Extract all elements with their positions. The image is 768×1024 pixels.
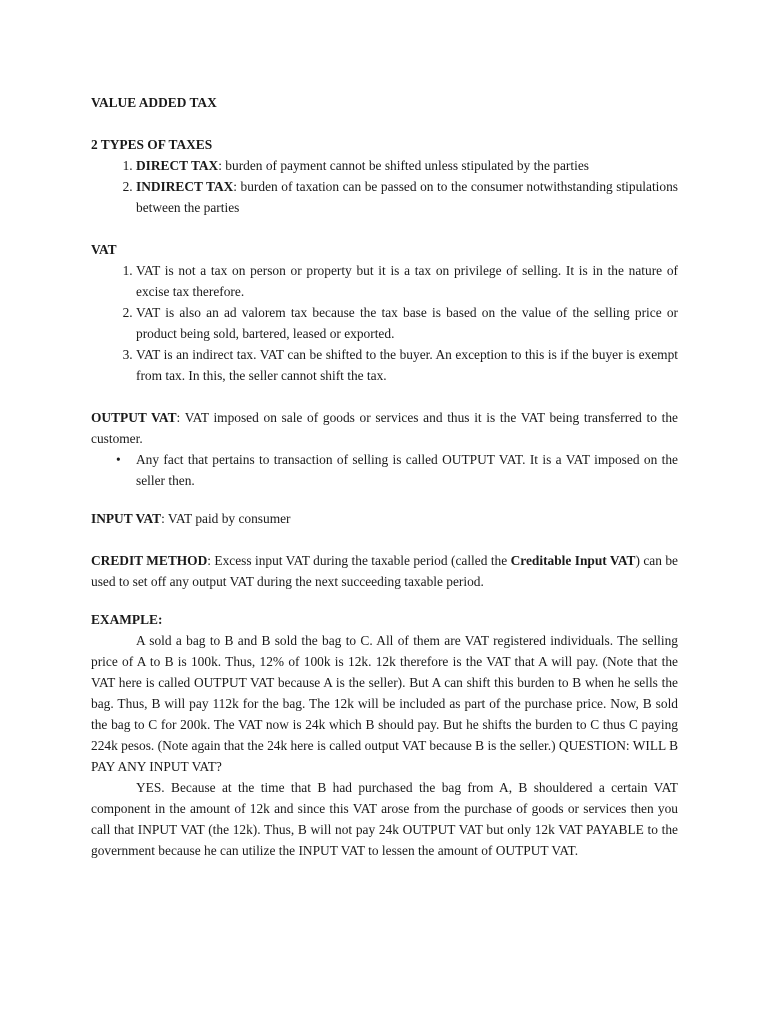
- output-vat-paragraph: [91, 407, 678, 449]
- list-item: 2. VAT is also an ad valorem tax because the tax base is based on the value of the selling price or product being sold, bartered, leased or exported.: [136, 302, 678, 344]
- term: INDIRECT TAX: [136, 179, 234, 194]
- definition-end: ) can be used to set off any output VAT during the next succeeding taxable period.: [91, 553, 678, 589]
- bullet-icon: •: [116, 452, 121, 467]
- list-item: 1. VAT is not a tax on person or property but it is a tax on privilege of selling. It is in the nature of excise tax therefore.: [136, 260, 678, 302]
- term: OUTPUT VAT: [91, 410, 177, 425]
- list-item: [136, 176, 678, 218]
- definition: : Excess input VAT during the taxable period (called the: [207, 553, 511, 568]
- example-paragraph: A sold a bag to B and B sold the bag to C. All of them are VAT registered individuals. The selling price of A to B is 100k. Thus, 12% of 100k is 12k. 12k therefore is the VAT that A will pay. (Note that the VAT here is called OUTPUT VAT because A is the seller). But A can shift this burden to B when he sells the bag. Thus, B will pay 112k for the bag. The 12k will be included as part of the purchase price. Now, B sold the bag to C for 200k. The VAT now is 24k which B should pay. But he shifts the burden to C thus C paying 224k pesos. (Note again that the 24k here is called output VAT because B is the seller.) QUESTION: WILL B PAY ANY INPUT VAT?: [91, 633, 678, 774]
- vat-list: [91, 260, 678, 386]
- example-heading: EXAMPLE:: [91, 612, 163, 627]
- credit-method-paragraph: [91, 550, 678, 592]
- list-item: 3. VAT is an indirect tax. VAT can be shifted to the buyer. An exception to this is if the buyer is exempt from tax. In this, the seller cannot shift the tax.: [136, 344, 678, 386]
- definition: : VAT imposed on sale of goods or services and thus it is the VAT being transferred to the customer.: [91, 410, 678, 446]
- bold-term: Creditable Input VAT: [510, 553, 636, 568]
- definition: : burden of payment cannot be shifted unless stipulated by the parties: [218, 158, 589, 173]
- term: INPUT VAT: [91, 511, 162, 526]
- bullet-text: Any fact that pertains to transaction of selling is called OUTPUT VAT. It is a VAT imposed on the seller then.: [136, 452, 678, 488]
- document-title: VALUE ADDED TAX: [91, 95, 217, 110]
- list-item: [136, 155, 678, 176]
- definition: : VAT paid by consumer: [161, 511, 291, 526]
- term: DIRECT TAX: [136, 158, 219, 173]
- document-page: [91, 92, 678, 861]
- input-vat-paragraph: [91, 508, 678, 529]
- definition: : burden of taxation can be passed on to the consumer notwithstanding stipulations between the parties: [136, 179, 678, 215]
- example-answer-paragraph: YES. Because at the time that B had purchased the bag from A, B shouldered a certain VAT component in the amount of 12k and since this VAT arose from the purchase of goods or services then you call that INPUT VAT (the 12k). Thus, B will not pay 24k OUTPUT VAT but only 12k VAT PAYABLE to the government because he can utilize the INPUT VAT to lessen the amount of OUTPUT VAT.: [91, 780, 678, 858]
- list-item: [116, 449, 678, 491]
- vat-heading: VAT: [91, 242, 117, 257]
- tax-types-list: [91, 155, 678, 218]
- term: CREDIT METHOD: [91, 553, 208, 568]
- types-heading: 2 TYPES OF TAXES: [91, 137, 213, 152]
- output-vat-bullets: [91, 449, 678, 491]
